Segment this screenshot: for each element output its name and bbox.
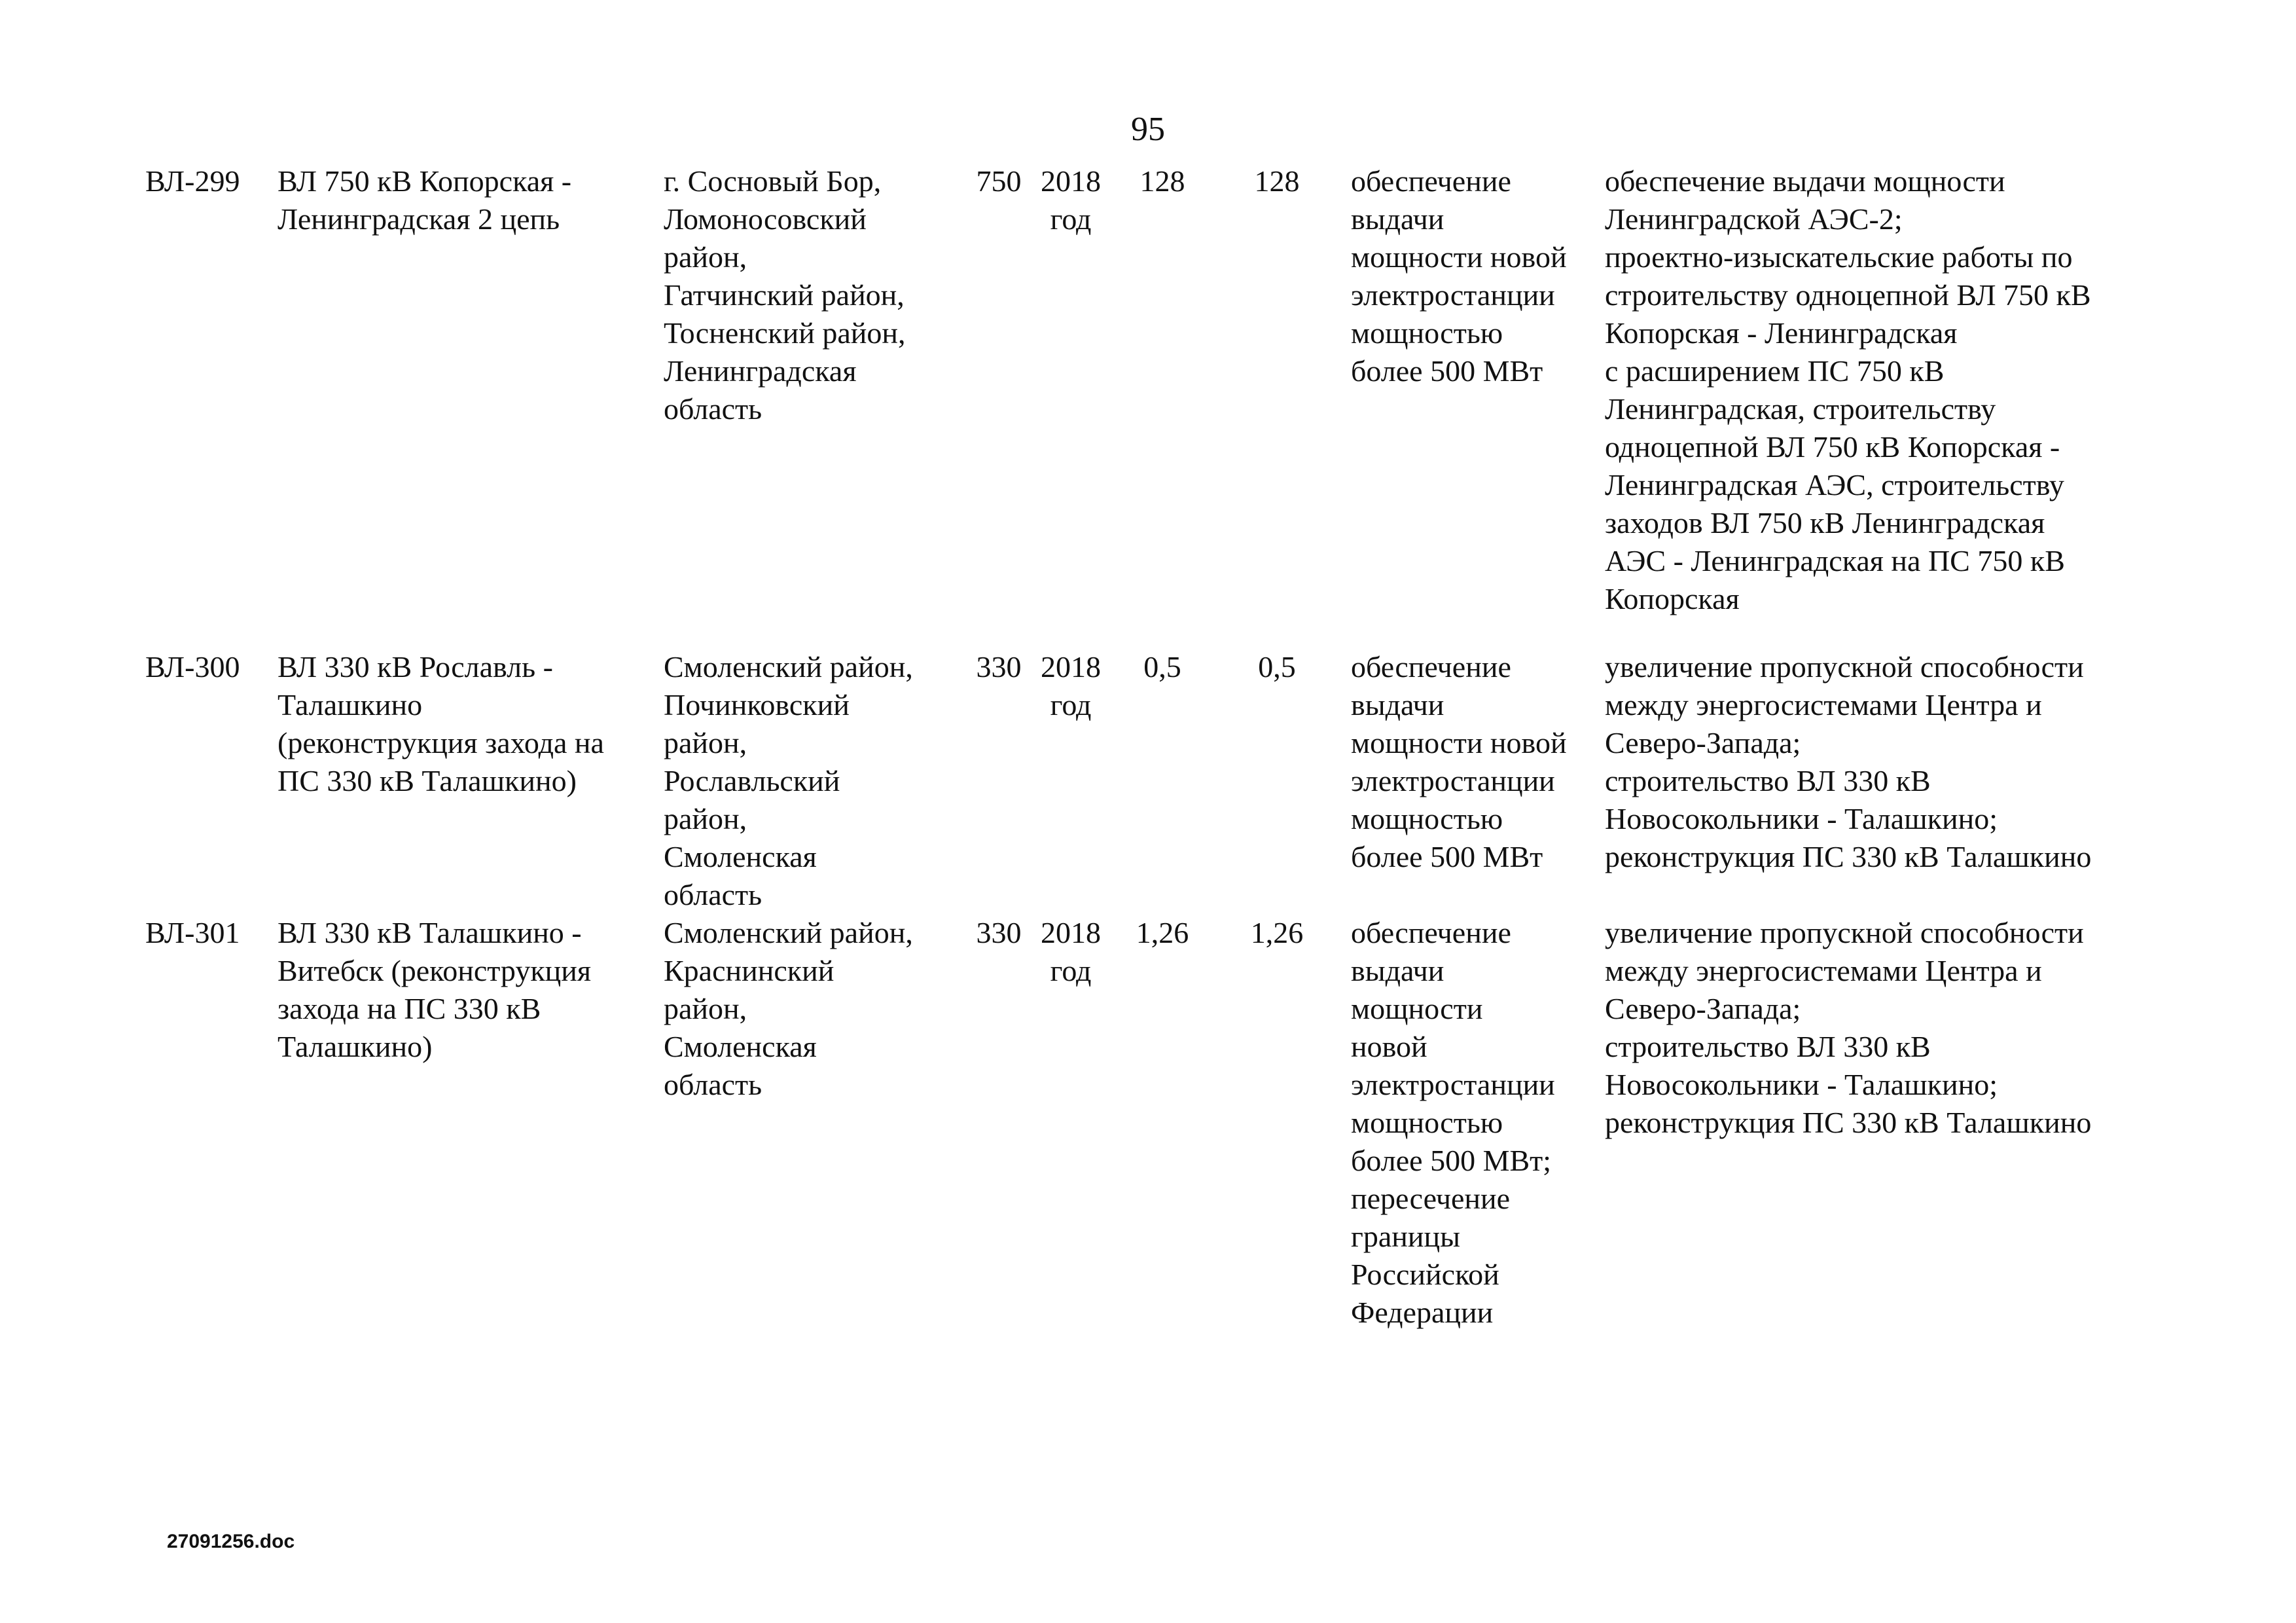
line-location: г. Сосновый Бор, Ломоносовский район, Гатчинский район, Тосненский район, Ленинградская область [664, 164, 906, 426]
line-code: ВЛ-300 [145, 650, 240, 684]
line-voltage: 330 [976, 916, 1022, 949]
document-filename: 27091256.doc [167, 1531, 295, 1552]
line-effect: увеличение пропускной способности между энергосистемами Центра и Северо-Запада; строительство ВЛ 330 кВ Новосокольники - Талашкино; реконструкция ПС 330 кВ Талашкино [1605, 650, 2092, 873]
line-location: Смоленский район, Краснинский район, Смоленская область [664, 916, 913, 1101]
line-name: ВЛ 330 кВ Талашкино - Витебск (реконструкция захода на ПС 330 кВ Талашкино) [278, 916, 592, 1063]
line-voltage: 750 [976, 164, 1022, 198]
line-effect: увеличение пропускной способности между энергосистемами Центра и Северо-Запада; строительство ВЛ 330 кВ Новосокольники - Талашкино; реконструкция ПС 330 кВ Талашкино [1605, 916, 2092, 1139]
line-year: 2018 год [1041, 164, 1101, 236]
line-length-total: 0,5 [1258, 650, 1296, 684]
row-spacer [145, 618, 2168, 648]
line-year: 2018 год [1041, 650, 1101, 721]
line-code: ВЛ-299 [145, 164, 240, 198]
line-purpose: обеспечение выдачи мощности новой электростанции мощностью более 500 МВт [1351, 164, 1567, 388]
line-length: 1,26 [1136, 916, 1189, 949]
line-name: ВЛ 330 кВ Рославль - Талашкино (реконструкция захода на ПС 330 кВ Талашкино) [278, 650, 604, 797]
line-length-total: 128 [1254, 164, 1300, 198]
line-name: ВЛ 750 кВ Копорская - Ленинградская 2 цепь [278, 164, 572, 236]
line-length: 128 [1139, 164, 1185, 198]
page-number: 95 [1131, 111, 1165, 148]
line-year: 2018 год [1041, 916, 1101, 987]
table-row [145, 914, 2168, 1332]
line-purpose: обеспечение выдачи мощности новой электростанции мощностью более 500 МВт; пересечение границы Российской Федерации [1351, 916, 1555, 1329]
line-location: Смоленский район, Починковский район, Рославльский район, Смоленская область [664, 650, 913, 911]
line-effect: обеспечение выдачи мощности Ленинградской АЭС-2; проектно-изыскательские работы по строительству одноцепной ВЛ 750 кВ Копорская - Ленинградская с расширением ПС 750 кВ Ленинградская, строительству одноцепной ВЛ 750 кВ Копорская - Ленинградская АЭС, строительству заходов ВЛ 750 кВ Ленинградская АЭС - Ленинградская на ПС 750 кВ Копорская [1605, 164, 2091, 615]
table-row [145, 162, 2168, 618]
line-voltage: 330 [976, 650, 1022, 684]
line-purpose: обеспечение выдачи мощности новой электростанции мощностью более 500 МВт [1351, 650, 1567, 873]
line-length: 0,5 [1143, 650, 1181, 684]
line-code: ВЛ-301 [145, 916, 240, 949]
line-length-total: 1,26 [1250, 916, 1304, 949]
power-lines-table [145, 162, 2168, 1332]
table-row [145, 648, 2168, 914]
